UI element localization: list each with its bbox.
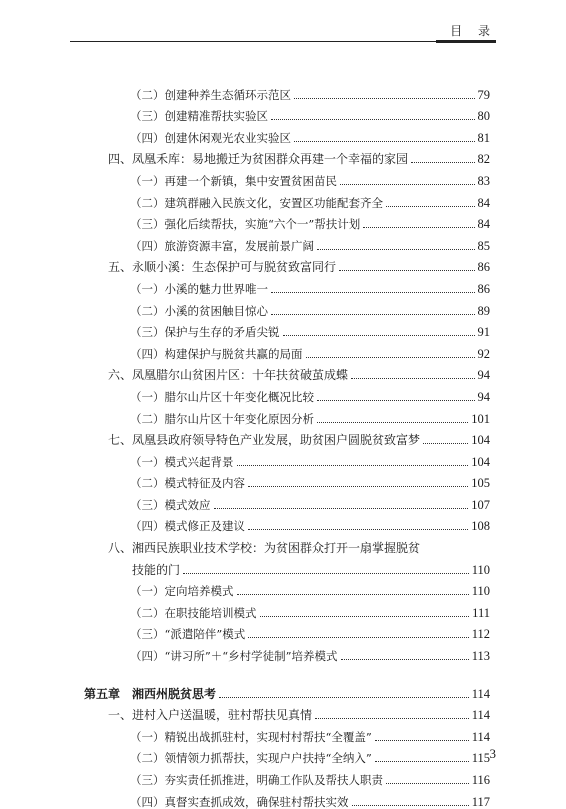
toc-entry-wrap-second-line — [108, 555, 490, 577]
dot-leader — [237, 465, 469, 466]
toc-entry-title: （四）构建保护与脱贫共赢的局面 — [130, 347, 306, 361]
toc-entry-page: 83 — [475, 174, 491, 188]
toc-entry-title: 技能的门 — [132, 563, 183, 577]
chapter-heading — [84, 679, 490, 701]
dot-leader — [294, 98, 475, 99]
toc-entry-page: 107 — [468, 498, 490, 512]
toc-entry-title: 四、凤凰禾库：易地搬迁为贫困群众再建一个幸福的家园 — [108, 152, 411, 166]
dot-leader — [341, 659, 469, 660]
toc-entry-title: 八、湘西民族职业技术学校：为贫困群众打开一扇掌握脱贫 — [108, 541, 421, 556]
dot-leader — [294, 141, 475, 142]
toc-subsection-entry — [108, 382, 490, 404]
toc-entry-page: 110 — [469, 563, 490, 577]
toc-entry-title: 七、凤凰县政府领导特色产业发展，助贫困户圆脱贫致富梦 — [108, 433, 423, 447]
toc-entry-title: 五、永顺小溪：生态保护可与脱贫致富同行 — [108, 260, 339, 274]
toc-entry-title: （三）强化后续帮扶，实施“六个一”帮扶计划 — [130, 217, 363, 231]
toc-entry-page: 79 — [475, 88, 491, 102]
dot-leader — [248, 529, 468, 530]
toc-entry-page: 110 — [469, 584, 490, 598]
toc-subsection-entry — [108, 231, 490, 253]
toc-entry-page: 101 — [468, 412, 490, 426]
toc-subsection-entry — [108, 744, 490, 766]
toc-section-2 — [108, 577, 490, 663]
toc-entry-page: 104 — [468, 455, 490, 469]
toc-section-entry — [108, 145, 490, 167]
toc-entry-title: （四）“讲习所”＋“乡村学徒制”培养模式 — [130, 649, 341, 663]
toc-entry-page: 94 — [475, 368, 491, 382]
dot-leader — [363, 227, 474, 228]
dot-leader — [375, 761, 469, 762]
toc-subsection-entry — [108, 123, 490, 145]
toc-entry-title: （二）在职技能培训模式 — [130, 606, 260, 620]
dot-leader — [375, 740, 469, 741]
dot-leader — [315, 718, 469, 719]
dot-leader — [317, 400, 475, 401]
toc-subsection-entry — [108, 188, 490, 210]
dot-leader — [351, 378, 474, 379]
toc-entry-title: （一）模式兴起背景 — [130, 455, 237, 469]
toc-entry-title: （三）“派遣陪伴”模式 — [130, 627, 248, 641]
toc-subsection-entry — [108, 210, 490, 232]
toc-subsection-entry — [108, 469, 490, 491]
toc-entry-page: 114 — [469, 708, 490, 722]
toc-entry-page: 111 — [469, 606, 490, 620]
toc-subsection-entry — [108, 512, 490, 534]
dot-leader — [237, 594, 469, 595]
toc-entry-page: 86 — [475, 282, 491, 296]
toc-subsection-entry — [108, 577, 490, 599]
toc-entry-title: （二）小溪的贫困触目惊心 — [130, 304, 271, 318]
dot-leader — [423, 443, 468, 444]
toc-entry-page: 113 — [469, 649, 490, 663]
toc-subsection-entry — [108, 339, 490, 361]
toc-entry-page: 108 — [468, 519, 490, 533]
toc-entry-page: 94 — [475, 390, 491, 404]
toc-entry-page: 89 — [475, 304, 491, 318]
toc-entry-title: （二）腊尔山片区十年变化原因分析 — [130, 412, 317, 426]
dot-leader — [386, 783, 469, 784]
dot-leader — [271, 292, 475, 293]
toc-subsection-entry — [108, 102, 490, 124]
dot-leader — [183, 573, 469, 574]
toc-entry-page: 86 — [475, 260, 491, 274]
toc-entry-title: （一）腊尔山片区十年变化概况比较 — [130, 390, 317, 404]
toc-entry-title: （一）再建一个新镇，集中安置贫困苗民 — [130, 174, 340, 188]
table-of-contents — [84, 80, 490, 809]
toc-subsection-entry — [108, 296, 490, 318]
toc-entry-page: 105 — [468, 476, 490, 490]
toc-subsection-entry — [108, 447, 490, 469]
dot-leader — [317, 422, 468, 423]
header-rule-thin — [70, 41, 436, 42]
toc-entry-title: （四）真督实查抓成效，确保驻村帮扶实效 — [130, 795, 352, 809]
toc-section-3 — [108, 701, 490, 809]
toc-entry-title: （三）夯实责任抓推进，明确工作队及帮扶人职责 — [130, 773, 386, 787]
toc-entry-page: 91 — [475, 325, 491, 339]
toc-subsection-entry — [108, 765, 490, 787]
toc-entry-page: 85 — [475, 239, 491, 253]
dot-leader — [214, 508, 469, 509]
chapter-page: 114 — [469, 687, 490, 701]
toc-subsection-entry — [108, 318, 490, 340]
toc-entry-page: 116 — [469, 773, 490, 787]
toc-entry-page: 84 — [475, 196, 491, 210]
toc-subsection-entry — [108, 404, 490, 426]
dot-leader — [386, 206, 475, 207]
chapter-title: 第五章 湘西州脱贫思考 — [84, 687, 219, 701]
toc-section-entry — [108, 361, 490, 383]
toc-entry-page: 114 — [469, 730, 490, 744]
toc-subsection-entry — [108, 722, 490, 744]
dot-leader — [219, 697, 469, 698]
toc-entry-title: （三）创建精准帮扶实验区 — [130, 109, 271, 123]
toc-entry-title: （四）创建休闲观光农业实验区 — [130, 131, 294, 145]
toc-entry-title: （二）模式特征及内容 — [130, 476, 248, 490]
toc-entry-title: （三）保护与生存的矛盾尖锐 — [130, 325, 283, 339]
page-number: 3 — [489, 746, 496, 761]
toc-entry-title: （二）建筑群融入民族文化，安置区功能配套齐全 — [130, 196, 386, 210]
toc-entry-title: （四）模式修正及建议 — [130, 519, 248, 533]
toc-subsection-entry — [108, 274, 490, 296]
toc-subsection-entry — [108, 787, 490, 809]
toc-subsection-entry — [108, 80, 490, 102]
toc-entry-page: 92 — [475, 347, 491, 361]
toc-entry-title: （一）小溪的魅力世界唯一 — [130, 282, 271, 296]
toc-entry-title: （二）领情领力抓帮扶，实现户户扶持“全纳入” — [130, 751, 375, 765]
toc-entry-page: 84 — [475, 217, 491, 231]
toc-subsection-entry — [108, 598, 490, 620]
toc-subsection-entry — [108, 166, 490, 188]
dot-leader — [306, 357, 475, 358]
dot-leader — [340, 184, 475, 185]
toc-entry-title: 六、凤凰腊尔山贫困片区：十年扶贫破茧成蝶 — [108, 368, 351, 382]
dot-leader — [352, 805, 469, 806]
toc-entry-page: 112 — [469, 627, 490, 641]
dot-leader — [411, 162, 474, 163]
header-rule-thick — [436, 40, 496, 43]
toc-subsection-entry — [108, 641, 490, 663]
toc-section-entry — [108, 701, 490, 723]
toc-subsection-entry — [108, 490, 490, 512]
dot-leader — [260, 616, 470, 617]
dot-leader — [248, 486, 468, 487]
toc-entry-title: （三）模式效应 — [130, 498, 214, 512]
dot-leader — [339, 270, 474, 271]
toc-entry-page: 82 — [475, 152, 491, 166]
toc-entry-title: （一）精锐出战抓驻村，实现村村帮扶“全覆盖” — [130, 730, 375, 744]
toc-entry-title: 一、进村入户送温暖，驻村帮扶见真情 — [108, 708, 315, 722]
toc-entry-page: 80 — [475, 109, 491, 123]
toc-section-entry — [108, 253, 490, 275]
toc-section-entry — [108, 426, 490, 448]
toc-subsection-entry — [108, 620, 490, 642]
toc-entry-page: 117 — [469, 795, 490, 809]
dot-leader — [317, 249, 475, 250]
toc-entry-title: （二）创建种养生态循环示范区 — [130, 88, 294, 102]
toc-entry-page: 104 — [468, 433, 490, 447]
toc-entry-title: （一）定向培养模式 — [130, 584, 237, 598]
toc-section-1 — [108, 80, 490, 533]
toc-entry-page: 81 — [475, 131, 491, 145]
dot-leader — [271, 314, 475, 315]
dot-leader — [248, 637, 468, 638]
running-header: 目 录 — [450, 24, 496, 38]
dot-leader — [283, 335, 475, 336]
toc-entry-title: （四）旅游资源丰富，发展前景广阔 — [130, 239, 317, 253]
toc-entry-page: 115 — [469, 751, 490, 765]
dot-leader — [271, 119, 475, 120]
toc-entry-wrap-first-line — [108, 533, 490, 555]
